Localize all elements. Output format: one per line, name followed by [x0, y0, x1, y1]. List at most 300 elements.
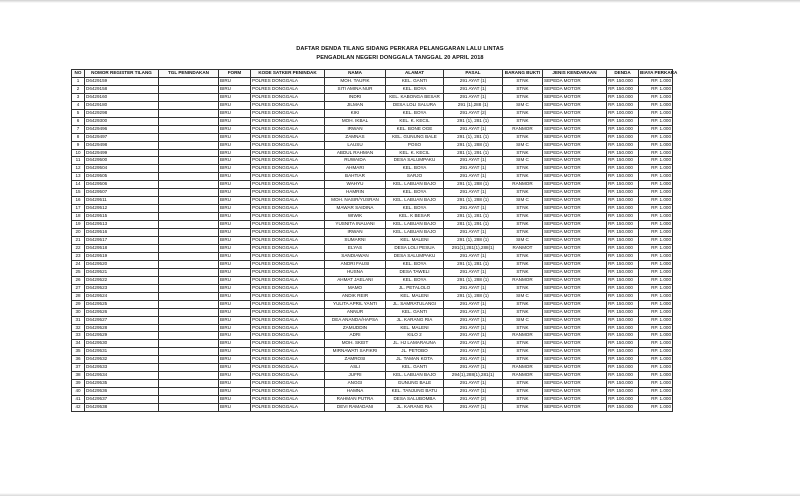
cell-date [159, 109, 219, 117]
cell-register: D6429497 [85, 133, 159, 141]
cell-register: D6429532 [85, 356, 159, 364]
cell-vehicle: SEPEDA MOTOR [543, 260, 607, 268]
cell-cost: RP. 1.000 [639, 197, 673, 205]
cell-address: JL. KARANG RIA [386, 404, 444, 412]
cell-date [159, 189, 219, 197]
cell-cost: RP. 1.000 [639, 292, 673, 300]
cell-evidence: STNK [503, 324, 543, 332]
cell-register: D6429506 [85, 181, 159, 189]
cell-article: 291 AYAT (1) [444, 380, 503, 388]
cell-register: D6429518 [85, 244, 159, 252]
col-header-register: NOMOR REGISTER TILANG [85, 70, 159, 78]
cell-no: 6 [72, 117, 85, 125]
cell-form: BIRU [219, 292, 251, 300]
cell-cost: RP. 1.000 [639, 380, 673, 388]
cell-form: BIRU [219, 332, 251, 340]
table-row [72, 109, 673, 117]
cell-evidence: RANMOR [503, 276, 543, 284]
cell-form: BIRU [219, 300, 251, 308]
cell-vehicle: SEPEDA MOTOR [543, 308, 607, 316]
table-row [72, 332, 673, 340]
table-row [72, 101, 673, 109]
cell-cost: RP. 1.000 [639, 157, 673, 165]
cell-no: 35 [72, 348, 85, 356]
cell-address: DESA SALUMPAKU [386, 252, 444, 260]
table-row [72, 316, 673, 324]
cell-vehicle: SEPEDA MOTOR [543, 101, 607, 109]
cell-address: KEL. BOYA [386, 205, 444, 213]
cell-vehicle: SEPEDA MOTOR [543, 93, 607, 101]
cell-fine: RP. 150.000 [607, 125, 639, 133]
cell-no: 2 [72, 85, 85, 93]
table-row [72, 189, 673, 197]
cell-satker: POLRES DONGGALA [251, 189, 325, 197]
cell-form: BIRU [219, 149, 251, 157]
cell-address: KEL. BOYA [386, 165, 444, 173]
cell-fine: RP. 150.000 [607, 157, 639, 165]
cell-address: KEL. GANTI [386, 364, 444, 372]
cell-name: BAHTIAR [325, 173, 386, 181]
cell-vehicle: SEPEDA MOTOR [543, 173, 607, 181]
cell-date [159, 93, 219, 101]
cell-vehicle: SEPEDA MOTOR [543, 165, 607, 173]
cell-cost: RP. 1.000 [639, 276, 673, 284]
cell-date [159, 213, 219, 221]
cell-fine: RP. 150.000 [607, 292, 639, 300]
cell-register: D6429298 [85, 109, 159, 117]
cell-fine: RP. 150.000 [607, 197, 639, 205]
cell-article: 291 AYAT (1) [444, 340, 503, 348]
cell-vehicle: SEPEDA MOTOR [543, 229, 607, 237]
cell-vehicle: SEPEDA MOTOR [543, 284, 607, 292]
cell-vehicle: SEPEDA MOTOR [543, 268, 607, 276]
cell-address: KEL. MALENI [386, 237, 444, 245]
cell-cost: RP. 1.000 [639, 308, 673, 316]
cell-fine: RP. 150.000 [607, 356, 639, 364]
cell-vehicle: SEPEDA MOTOR [543, 244, 607, 252]
cell-vehicle: SEPEDA MOTOR [543, 237, 607, 245]
cell-vehicle: SEPEDA MOTOR [543, 404, 607, 412]
cell-address: KEL. LABUAN BAJO [386, 372, 444, 380]
cell-satker: POLRES DONGGALA [251, 372, 325, 380]
cell-date [159, 244, 219, 252]
cell-satker: POLRES DONGGALA [251, 109, 325, 117]
cell-register: D6429523 [85, 284, 159, 292]
cell-article: 291 (1), 288 (1) [444, 292, 503, 300]
cell-vehicle: SEPEDA MOTOR [543, 316, 607, 324]
cell-name: WIWIK [325, 213, 386, 221]
cell-date [159, 380, 219, 388]
cell-register: D6429531 [85, 348, 159, 356]
cell-date [159, 396, 219, 404]
cell-address: DESA SALUBOMBA [386, 396, 444, 404]
col-header-address: ALAMAT [386, 70, 444, 78]
cell-address: SARJO [386, 173, 444, 181]
table-row [72, 221, 673, 229]
col-header-date: TGL PENINDAKAN [159, 70, 219, 78]
cell-form: BIRU [219, 77, 251, 85]
cell-address: KEL. GANTI [386, 308, 444, 316]
cell-vehicle: SEPEDA MOTOR [543, 380, 607, 388]
table-row [72, 117, 673, 125]
table-row [72, 149, 673, 157]
cell-vehicle: SEPEDA MOTOR [543, 396, 607, 404]
cell-no: 8 [72, 133, 85, 141]
cell-vehicle: SEPEDA MOTOR [543, 125, 607, 133]
cell-address: DESA LOLI PESUA [386, 244, 444, 252]
table-row [72, 308, 673, 316]
cell-register: D6429512 [85, 205, 159, 213]
cell-satker: POLRES DONGGALA [251, 340, 325, 348]
cell-register: D6429522 [85, 276, 159, 284]
cell-register: D6429507 [85, 189, 159, 197]
cell-evidence: STNK [503, 205, 543, 213]
cell-satker: POLRES DONGGALA [251, 308, 325, 316]
cell-evidence: STNK [503, 356, 543, 364]
cell-register: D6429519 [85, 252, 159, 260]
cell-evidence: STNK [503, 173, 543, 181]
cell-address: KEL. BOYA [386, 189, 444, 197]
cell-fine: RP. 150.000 [607, 181, 639, 189]
cell-no: 34 [72, 340, 85, 348]
cell-no: 28 [72, 292, 85, 300]
cell-date [159, 133, 219, 141]
cell-article: 291 (1), 281 (1) [444, 213, 503, 221]
cell-evidence: STNK [503, 117, 543, 125]
cell-fine: RP. 150.000 [607, 332, 639, 340]
cell-evidence: STNK [503, 340, 543, 348]
cell-register: D6429528 [85, 324, 159, 332]
cell-name: ZAMNAS [325, 133, 386, 141]
cell-evidence: STNK [503, 133, 543, 141]
cell-evidence: SIM C [503, 197, 543, 205]
table-row [72, 141, 673, 149]
cell-address: JL. HJ LAMARAUNA [386, 340, 444, 348]
cell-name: AHMARI [325, 165, 386, 173]
cell-fine: RP. 150.000 [607, 284, 639, 292]
cell-evidence: STNK [503, 229, 543, 237]
cell-name: HUSNA [325, 268, 386, 276]
table-header-row [72, 70, 673, 78]
cell-fine: RP. 150.000 [607, 93, 639, 101]
col-header-name: NAMA [325, 70, 386, 78]
cell-address: KEL. BOYA [386, 85, 444, 93]
cell-name: ZAMROSI [325, 356, 386, 364]
cell-no: 22 [72, 244, 85, 252]
cell-satker: POLRES DONGGALA [251, 165, 325, 173]
cell-register: D6429527 [85, 316, 159, 324]
cell-cost: RP. 1.000 [639, 404, 673, 412]
cell-cost: RP. 1.000 [639, 252, 673, 260]
cell-fine: RP. 150.000 [607, 268, 639, 276]
cell-cost: RP. 1.000 [639, 149, 673, 157]
cell-no: 17 [72, 205, 85, 213]
cell-article: 291 AYAT (1) [444, 284, 503, 292]
cell-no: 4 [72, 101, 85, 109]
cell-date [159, 364, 219, 372]
cell-cost: RP. 1.000 [639, 181, 673, 189]
cell-vehicle: SEPEDA MOTOR [543, 77, 607, 85]
cell-satker: POLRES DONGGALA [251, 125, 325, 133]
cell-evidence: SIM C [503, 101, 543, 109]
cell-cost: RP. 1.000 [639, 141, 673, 149]
cell-no: 12 [72, 165, 85, 173]
cell-satker: POLRES DONGGALA [251, 244, 325, 252]
cell-register: D6429538 [85, 404, 159, 412]
cell-vehicle: SEPEDA MOTOR [543, 332, 607, 340]
cell-evidence: STNK [503, 260, 543, 268]
cell-article: 291 AYAT (1) [444, 85, 503, 93]
cell-evidence: STNK [503, 300, 543, 308]
cell-name: ASLI [325, 364, 386, 372]
cell-address: KEL. LABUAN BAJO [386, 197, 444, 205]
cell-satker: POLRES DONGGALA [251, 388, 325, 396]
cell-vehicle: SEPEDA MOTOR [543, 356, 607, 364]
cell-register: D6429516 [85, 229, 159, 237]
cell-register: D6429524 [85, 292, 159, 300]
cell-satker: POLRES DONGGALA [251, 133, 325, 141]
cell-form: BIRU [219, 165, 251, 173]
cell-date [159, 181, 219, 189]
cell-register: D6429498 [85, 141, 159, 149]
table-row [72, 372, 673, 380]
cell-fine: RP. 150.000 [607, 229, 639, 237]
table-row [72, 173, 673, 181]
cell-date [159, 77, 219, 85]
cell-fine: RP. 150.000 [607, 348, 639, 356]
cell-date [159, 260, 219, 268]
cell-form: BIRU [219, 85, 251, 93]
cell-article: 291 AYAT (1) [444, 404, 503, 412]
cell-form: BIRU [219, 268, 251, 276]
cell-address: POSO [386, 141, 444, 149]
cell-date [159, 141, 219, 149]
cell-article: 291 AYAT (1) [444, 189, 503, 197]
cell-no: 7 [72, 125, 85, 133]
cell-date [159, 268, 219, 276]
cell-address: KEL. K BESAR [386, 213, 444, 221]
cell-vehicle: SEPEDA MOTOR [543, 292, 607, 300]
cell-no: 18 [72, 213, 85, 221]
table-row [72, 300, 673, 308]
table-row [72, 356, 673, 364]
cell-fine: RP. 150.000 [607, 189, 639, 197]
cell-satker: POLRES DONGGALA [251, 268, 325, 276]
cell-name: YULITA APRIL YANTI [325, 300, 386, 308]
table-row [72, 157, 673, 165]
cell-date [159, 340, 219, 348]
cell-satker: POLRES DONGGALA [251, 197, 325, 205]
table-row [72, 93, 673, 101]
cell-fine: RP. 150.000 [607, 300, 639, 308]
cell-cost: RP. 1.000 [639, 244, 673, 252]
cell-form: BIRU [219, 141, 251, 149]
cell-address: DESA LOLI SALURA [386, 101, 444, 109]
cell-evidence: STNK [503, 149, 543, 157]
cell-address: KEL. BOYA [386, 276, 444, 284]
cell-address: KEL. TANJUNG BATU [386, 388, 444, 396]
cell-name: RUWAIDA [325, 157, 386, 165]
cell-name: SITI AMINA NUR [325, 85, 386, 93]
cell-vehicle: SEPEDA MOTOR [543, 348, 607, 356]
cell-name: MOH. TAUFIK [325, 77, 386, 85]
cell-vehicle: SEPEDA MOTOR [543, 324, 607, 332]
cell-no: 29 [72, 300, 85, 308]
cell-fine: RP. 150.000 [607, 237, 639, 245]
cell-vehicle: SEPEDA MOTOR [543, 117, 607, 125]
cell-register: D6429513 [85, 221, 159, 229]
cell-fine: RP. 150.000 [607, 244, 639, 252]
cell-article: 291 AYAT (1) [444, 252, 503, 260]
cell-register: D6429534 [85, 372, 159, 380]
cell-satker: POLRES DONGGALA [251, 93, 325, 101]
cell-article: 281 (1), 291 (1) [444, 221, 503, 229]
col-header-no: NO [72, 70, 85, 78]
cell-cost: RP. 1.000 [639, 205, 673, 213]
cell-form: BIRU [219, 276, 251, 284]
cell-no: 15 [72, 189, 85, 197]
cell-satker: POLRES DONGGALA [251, 101, 325, 109]
cell-no: 33 [72, 332, 85, 340]
cell-form: BIRU [219, 284, 251, 292]
cell-date [159, 276, 219, 284]
cell-register: D6429158 [85, 85, 159, 93]
table-row [72, 268, 673, 276]
cell-evidence: STNK [503, 388, 543, 396]
cell-vehicle: SEPEDA MOTOR [543, 372, 607, 380]
cell-fine: RP. 150.000 [607, 133, 639, 141]
cell-name: ZAMUDDIN [325, 324, 386, 332]
cell-evidence: RANMOR [503, 332, 543, 340]
cell-fine: RP. 150.000 [607, 165, 639, 173]
cell-vehicle: SEPEDA MOTOR [543, 149, 607, 157]
cell-form: BIRU [219, 316, 251, 324]
cell-article: 291 AYAT (1) [444, 308, 503, 316]
cell-register: D6429530 [85, 340, 159, 348]
cell-no: 38 [72, 372, 85, 380]
cell-cost: RP. 1.000 [639, 93, 673, 101]
cell-evidence: SIM C [503, 141, 543, 149]
cell-date [159, 125, 219, 133]
table-row [72, 284, 673, 292]
cell-article: 291 AYAT (1) [444, 173, 503, 181]
table-row [72, 324, 673, 332]
cell-name: HAMNA [325, 388, 386, 396]
cell-cost: RP. 1.000 [639, 85, 673, 93]
cell-date [159, 197, 219, 205]
table-row [72, 197, 673, 205]
cell-register: D6429504 [85, 165, 159, 173]
cell-name: JILMAN [325, 101, 386, 109]
cell-satker: POLRES DONGGALA [251, 237, 325, 245]
table-row [72, 404, 673, 412]
cell-cost: RP. 1.000 [639, 324, 673, 332]
table-row [72, 396, 673, 404]
cell-no: 25 [72, 268, 85, 276]
cell-evidence: RANMOT [503, 244, 543, 252]
cell-satker: POLRES DONGGALA [251, 356, 325, 364]
cell-evidence: RANMOR [503, 372, 543, 380]
cell-satker: POLRES DONGGALA [251, 213, 325, 221]
cell-register: D6429521 [85, 268, 159, 276]
cell-article: 281 (1), 291 (1) [444, 149, 503, 157]
cell-date [159, 173, 219, 181]
cell-date [159, 348, 219, 356]
cell-name: ANDIK REIR [325, 292, 386, 300]
cell-satker: POLRES DONGGALA [251, 221, 325, 229]
cell-register: D6429517 [85, 237, 159, 245]
cell-address: KEL. K. KECIL [386, 149, 444, 157]
fines-table [71, 69, 678, 412]
cell-no: 16 [72, 197, 85, 205]
cell-no: 36 [72, 356, 85, 364]
cell-fine: RP. 150.000 [607, 149, 639, 157]
cell-form: BIRU [219, 308, 251, 316]
cell-register: D6429300 [85, 117, 159, 125]
cell-vehicle: SEPEDA MOTOR [543, 276, 607, 284]
cell-cost: RP. 1.000 [639, 396, 673, 404]
cell-date [159, 356, 219, 364]
cell-name: ANGGI [325, 380, 386, 388]
table-row [72, 205, 673, 213]
cell-vehicle: SEPEDA MOTOR [543, 181, 607, 189]
cell-vehicle: SEPEDA MOTOR [543, 388, 607, 396]
cell-register: D6429159 [85, 77, 159, 85]
cell-vehicle: SEPEDA MOTOR [543, 205, 607, 213]
cell-no: 24 [72, 260, 85, 268]
cell-article: 291 AYAT (1) [444, 324, 503, 332]
table-row [72, 292, 673, 300]
cell-vehicle: SEPEDA MOTOR [543, 221, 607, 229]
table-row [72, 165, 673, 173]
cell-fine: RP. 150.000 [607, 388, 639, 396]
table-row [72, 133, 673, 141]
cell-date [159, 316, 219, 324]
cell-article: 291 AYAT (2) [444, 396, 503, 404]
cell-satker: POLRES DONGGALA [251, 292, 325, 300]
cell-no: 11 [72, 157, 85, 165]
cell-form: BIRU [219, 101, 251, 109]
cell-article: 291 AYAT (1) [444, 388, 503, 396]
cell-article: 291 AYAT (1) [444, 364, 503, 372]
cell-cost: RP. 1.000 [639, 229, 673, 237]
cell-address: DESA TAWELI [386, 268, 444, 276]
cell-fine: RP. 150.000 [607, 380, 639, 388]
cell-address: JL. SAMRATULANGI [386, 300, 444, 308]
cell-address: KEL. LABUAN BAJO [386, 229, 444, 237]
cell-cost: RP. 1.000 [639, 221, 673, 229]
cell-satker: POLRES DONGGALA [251, 229, 325, 237]
cell-article: 294(1),288(1),281(1) [444, 372, 503, 380]
table-row [72, 244, 673, 252]
cell-name: MOH. NASIR/YUSRAN [325, 197, 386, 205]
cell-article: 291 AYAT (1) [444, 165, 503, 173]
cell-satker: POLRES DONGGALA [251, 324, 325, 332]
cell-name: SUMARNI [325, 237, 386, 245]
cell-fine: RP. 150.000 [607, 324, 639, 332]
table-row [72, 85, 673, 93]
cell-cost: RP. 1.000 [639, 348, 673, 356]
cell-form: BIRU [219, 380, 251, 388]
cell-name: IRWAN [325, 229, 386, 237]
cell-satker: POLRES DONGGALA [251, 205, 325, 213]
cell-cost: RP. 1.000 [639, 372, 673, 380]
cell-no: 9 [72, 141, 85, 149]
cell-vehicle: SEPEDA MOTOR [543, 252, 607, 260]
cell-article: 291 AYAT (1) [444, 77, 503, 85]
cell-article: 291 AYAT (1) [444, 268, 503, 276]
cell-fine: RP. 150.000 [607, 404, 639, 412]
